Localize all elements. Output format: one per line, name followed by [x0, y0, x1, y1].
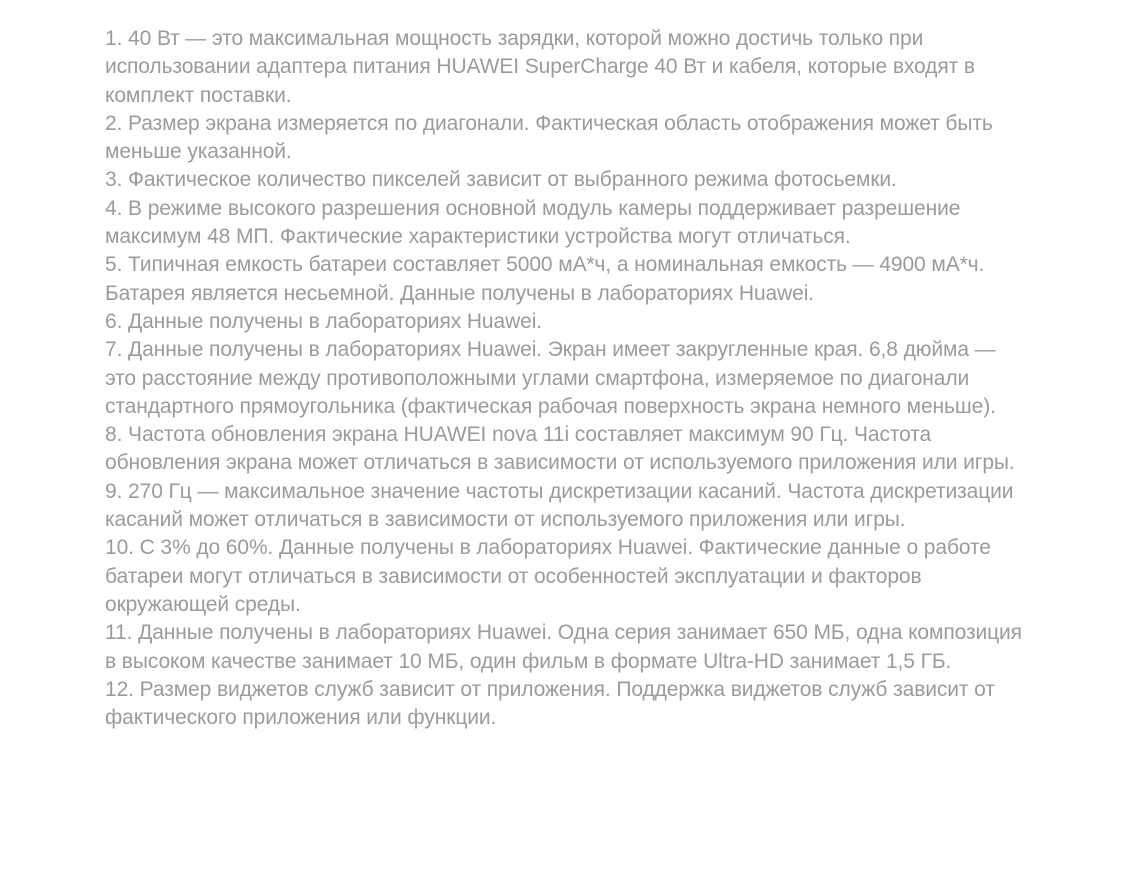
footnote-item-8: 8. Частота обновления экрана HUAWEI nova 11i составляет максимум 90 Гц. Частота обновления экрана может отличаться в зависимости от используемого приложения или игры. [105, 423, 1015, 475]
footnote-item-4: 4. В режиме высокого разрешения основной модуль камеры поддерживает разрешение максимум 48 МП. Фактические характеристики устройства могут отличаться. [105, 196, 961, 249]
footnotes-section [105, 25, 1023, 732]
footnote-item-7: 7. Данные получены в лабораториях Huawei. Экран имеет закругленные края. 6,8 дюйма — это расстояние между противоположными углами смартфона, измеряемое по диагонали стандартного прямоугольника (фактическая рабочая поверхность экрана немного меньше). [105, 338, 996, 418]
footnote-item-5: 5. Типичная емкость батареи составляет 5000 мА*ч, а номинальная емкость — 4900 мА*ч. Батарея является несьемной. Данные получены в лабораториях Huawei. [105, 253, 985, 305]
footnote-item-1: 1. 40 Вт — это максимальная мощность зарядки, которой можно достичь только при использовании адаптера питания HUAWEI SuperCharge 40 Вт и кабеля, которые входят в комплект поставки. [105, 27, 975, 107]
footnote-item-3: 3. Фактическое количество пикселей зависит от выбранного режима фотосьемки. [105, 168, 897, 192]
footnote-item-12: 12. Размер виджетов служб зависит от приложения. Поддержка виджетов служб зависит от фактического приложения или функции. [105, 677, 995, 730]
footnote-item-6: 6. Данные получены в лабораториях Huawei. [105, 309, 543, 333]
footnote-item-11: 11. Данные получены в лабораториях Huawei. Одна серия занимает 650 МБ, одна композиция в высоком качестве занимает 10 МБ, один фильм в формате Ultra-HD занимает 1,5 ГБ. [105, 621, 1022, 673]
footnote-item-10: 10. С 3% до 60%. Данные получены в лабораториях Huawei. Фактические данные о работе батареи могут отличаться в зависимости от особенностей эксплуатации и факторов окружающей среды. [105, 536, 991, 616]
footnote-item-9: 9. 270 Гц — максимальное значение частоты дискретизации касаний. Частота дискретизации касаний может отличаться в зависимости от используемого приложения или игры. [105, 479, 1014, 532]
footnote-item-2: 2. Размер экрана измеряется по диагонали. Фактическая область отображения может быть меньше указанной. [105, 111, 993, 164]
